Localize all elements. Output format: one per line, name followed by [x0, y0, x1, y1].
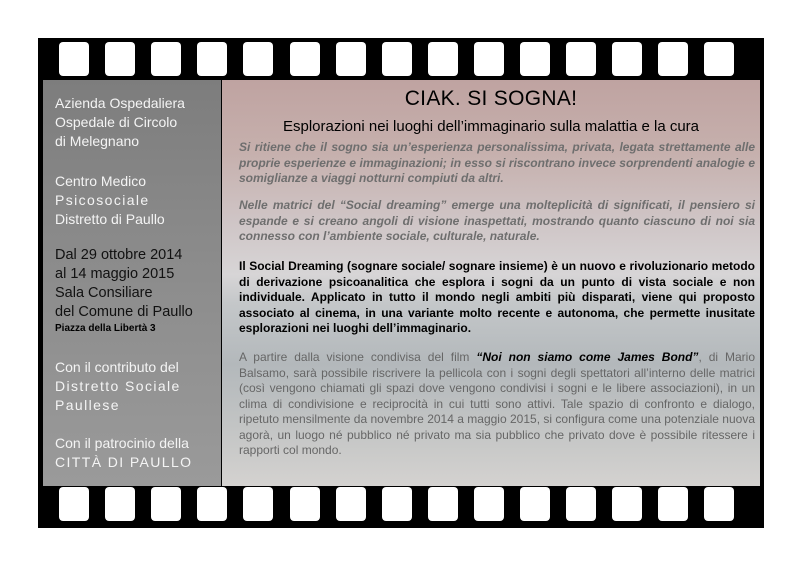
film-perforation: [59, 42, 89, 76]
film-perforation: [520, 42, 550, 76]
film-perforation: [474, 42, 504, 76]
organizer-line: di Melegnano: [55, 133, 140, 149]
film-perforation: [105, 487, 135, 521]
film-paragraph: [239, 350, 755, 459]
film-perforation: [474, 487, 504, 521]
patronage-label: Con il patrocinio della: [55, 435, 189, 451]
organizer-line: Azienda Ospedaliera: [55, 95, 185, 111]
film-perforation: [151, 487, 181, 521]
page-subtitle: Esplorazioni nei luoghi dell’immaginario sulla malattia e la cura: [282, 118, 700, 135]
film-perforation: [612, 487, 642, 521]
medical-center-line: Centro Medico: [55, 173, 147, 189]
film-paragraph-rest: , di Mario Balsamo, sarà possibile riscrivere la pellicola con i sogni degli spettatori all’interno delle matrici (così vengono chiamati gli spazi dove vengono condivisi i sogni e le libere associazioni), in un clima di condivisione e reciprocità in cui tutti sono attivi. Tale spazio di confronto e dialogo, ripetuto mensilmente da novembre 2014 a maggio 2015, si configura come una potenziale nuova agorà, un luogo né pubblico né privato ma sia pubblico che privato dove è possibile ritessere i rapporti col mondo.: [239, 350, 755, 457]
venue-line: del Comune di Paullo: [55, 304, 193, 320]
film-perforation: [197, 487, 227, 521]
film-perforation: [612, 42, 642, 76]
contribution-label: Con il contributo del: [55, 359, 179, 375]
page-title: CIAK. SI SOGNA!: [404, 87, 578, 110]
main-content-panel: [222, 80, 760, 486]
film-perforation: [428, 42, 458, 76]
info-sidebar: [43, 80, 221, 486]
organizer-line: Ospedale di Circolo: [55, 114, 178, 130]
contribution-line: Paullese: [55, 397, 120, 413]
film-perforation: [566, 42, 596, 76]
patronage-block: [55, 434, 220, 472]
film-perforation: [704, 487, 734, 521]
film-perforation: [658, 487, 688, 521]
film-perforation: [658, 42, 688, 76]
film-perforation: [382, 487, 412, 521]
date-line: al 14 maggio 2015: [55, 266, 175, 282]
contribution-line: Distretto Sociale: [55, 378, 181, 394]
patronage-line: CITTÀ DI PAULLO: [55, 454, 193, 470]
film-perforation: [520, 487, 550, 521]
medical-center-line: Psicosociale: [55, 192, 150, 208]
organizer-block: [55, 94, 220, 151]
date-line: Dal 29 ottobre 2014: [55, 247, 183, 263]
film-perforation: [382, 42, 412, 76]
method-paragraph: Il Social Dreaming (sognare sociale/ sognare insieme) è un nuovo e rivoluzionario metodo di derivazione psicoanalitica che esplora i sogni da un punto di vista sociale e non individuale. Applicato in tutto il mondo negli ambiti più disparati, viene qui proposto associato al cinema, in una variante molto recente e autonoma, che permette inusitate esplorazioni nei luoghi dell’immaginario.: [239, 259, 755, 335]
film-perforation: [243, 42, 273, 76]
film-perforation: [566, 487, 596, 521]
film-paragraph-start: A partire dalla visione condivisa del film: [239, 350, 477, 364]
medical-center-line: Distretto di Paullo: [55, 211, 165, 227]
film-perforations-top: [38, 42, 764, 78]
venue-line: Sala Consiliare: [55, 285, 153, 301]
film-perforation: [290, 42, 320, 76]
film-perforation: [243, 487, 273, 521]
film-perforation: [151, 42, 181, 76]
film-perforation: [105, 42, 135, 76]
film-perforation: [59, 487, 89, 521]
film-perforations-bottom: [38, 487, 764, 523]
address-line: Piazza della Libertà 3: [55, 323, 156, 334]
contribution-block: [55, 358, 220, 415]
social-dreaming-paragraph: Nelle matrici del “Social dreaming” emerge una molteplicità di significati, il pensiero si espande e si creano angoli di visione inaspettati, mostrando quanto ciascuno di noi sia connesso con l’ambiente sociale, culturale, naturale.: [239, 198, 755, 243]
film-perforation: [704, 42, 734, 76]
film-perforation: [428, 487, 458, 521]
film-perforation: [290, 487, 320, 521]
intro-paragraph: Si ritiene che il sogno sia un’esperienza personalissima, privata, legata strettamente alle proprie esperienze e immaginazioni; in esso si riscontrano invece sorprendenti analogie e somiglianze a viaggi notturni compiuti da altri.: [239, 140, 755, 185]
film-perforation: [336, 42, 366, 76]
medical-center-block: [55, 172, 220, 229]
dates-block: [55, 246, 220, 335]
film-perforation: [336, 487, 366, 521]
film-title: “Noi non siamo come James Bond”: [476, 350, 699, 364]
film-perforation: [197, 42, 227, 76]
